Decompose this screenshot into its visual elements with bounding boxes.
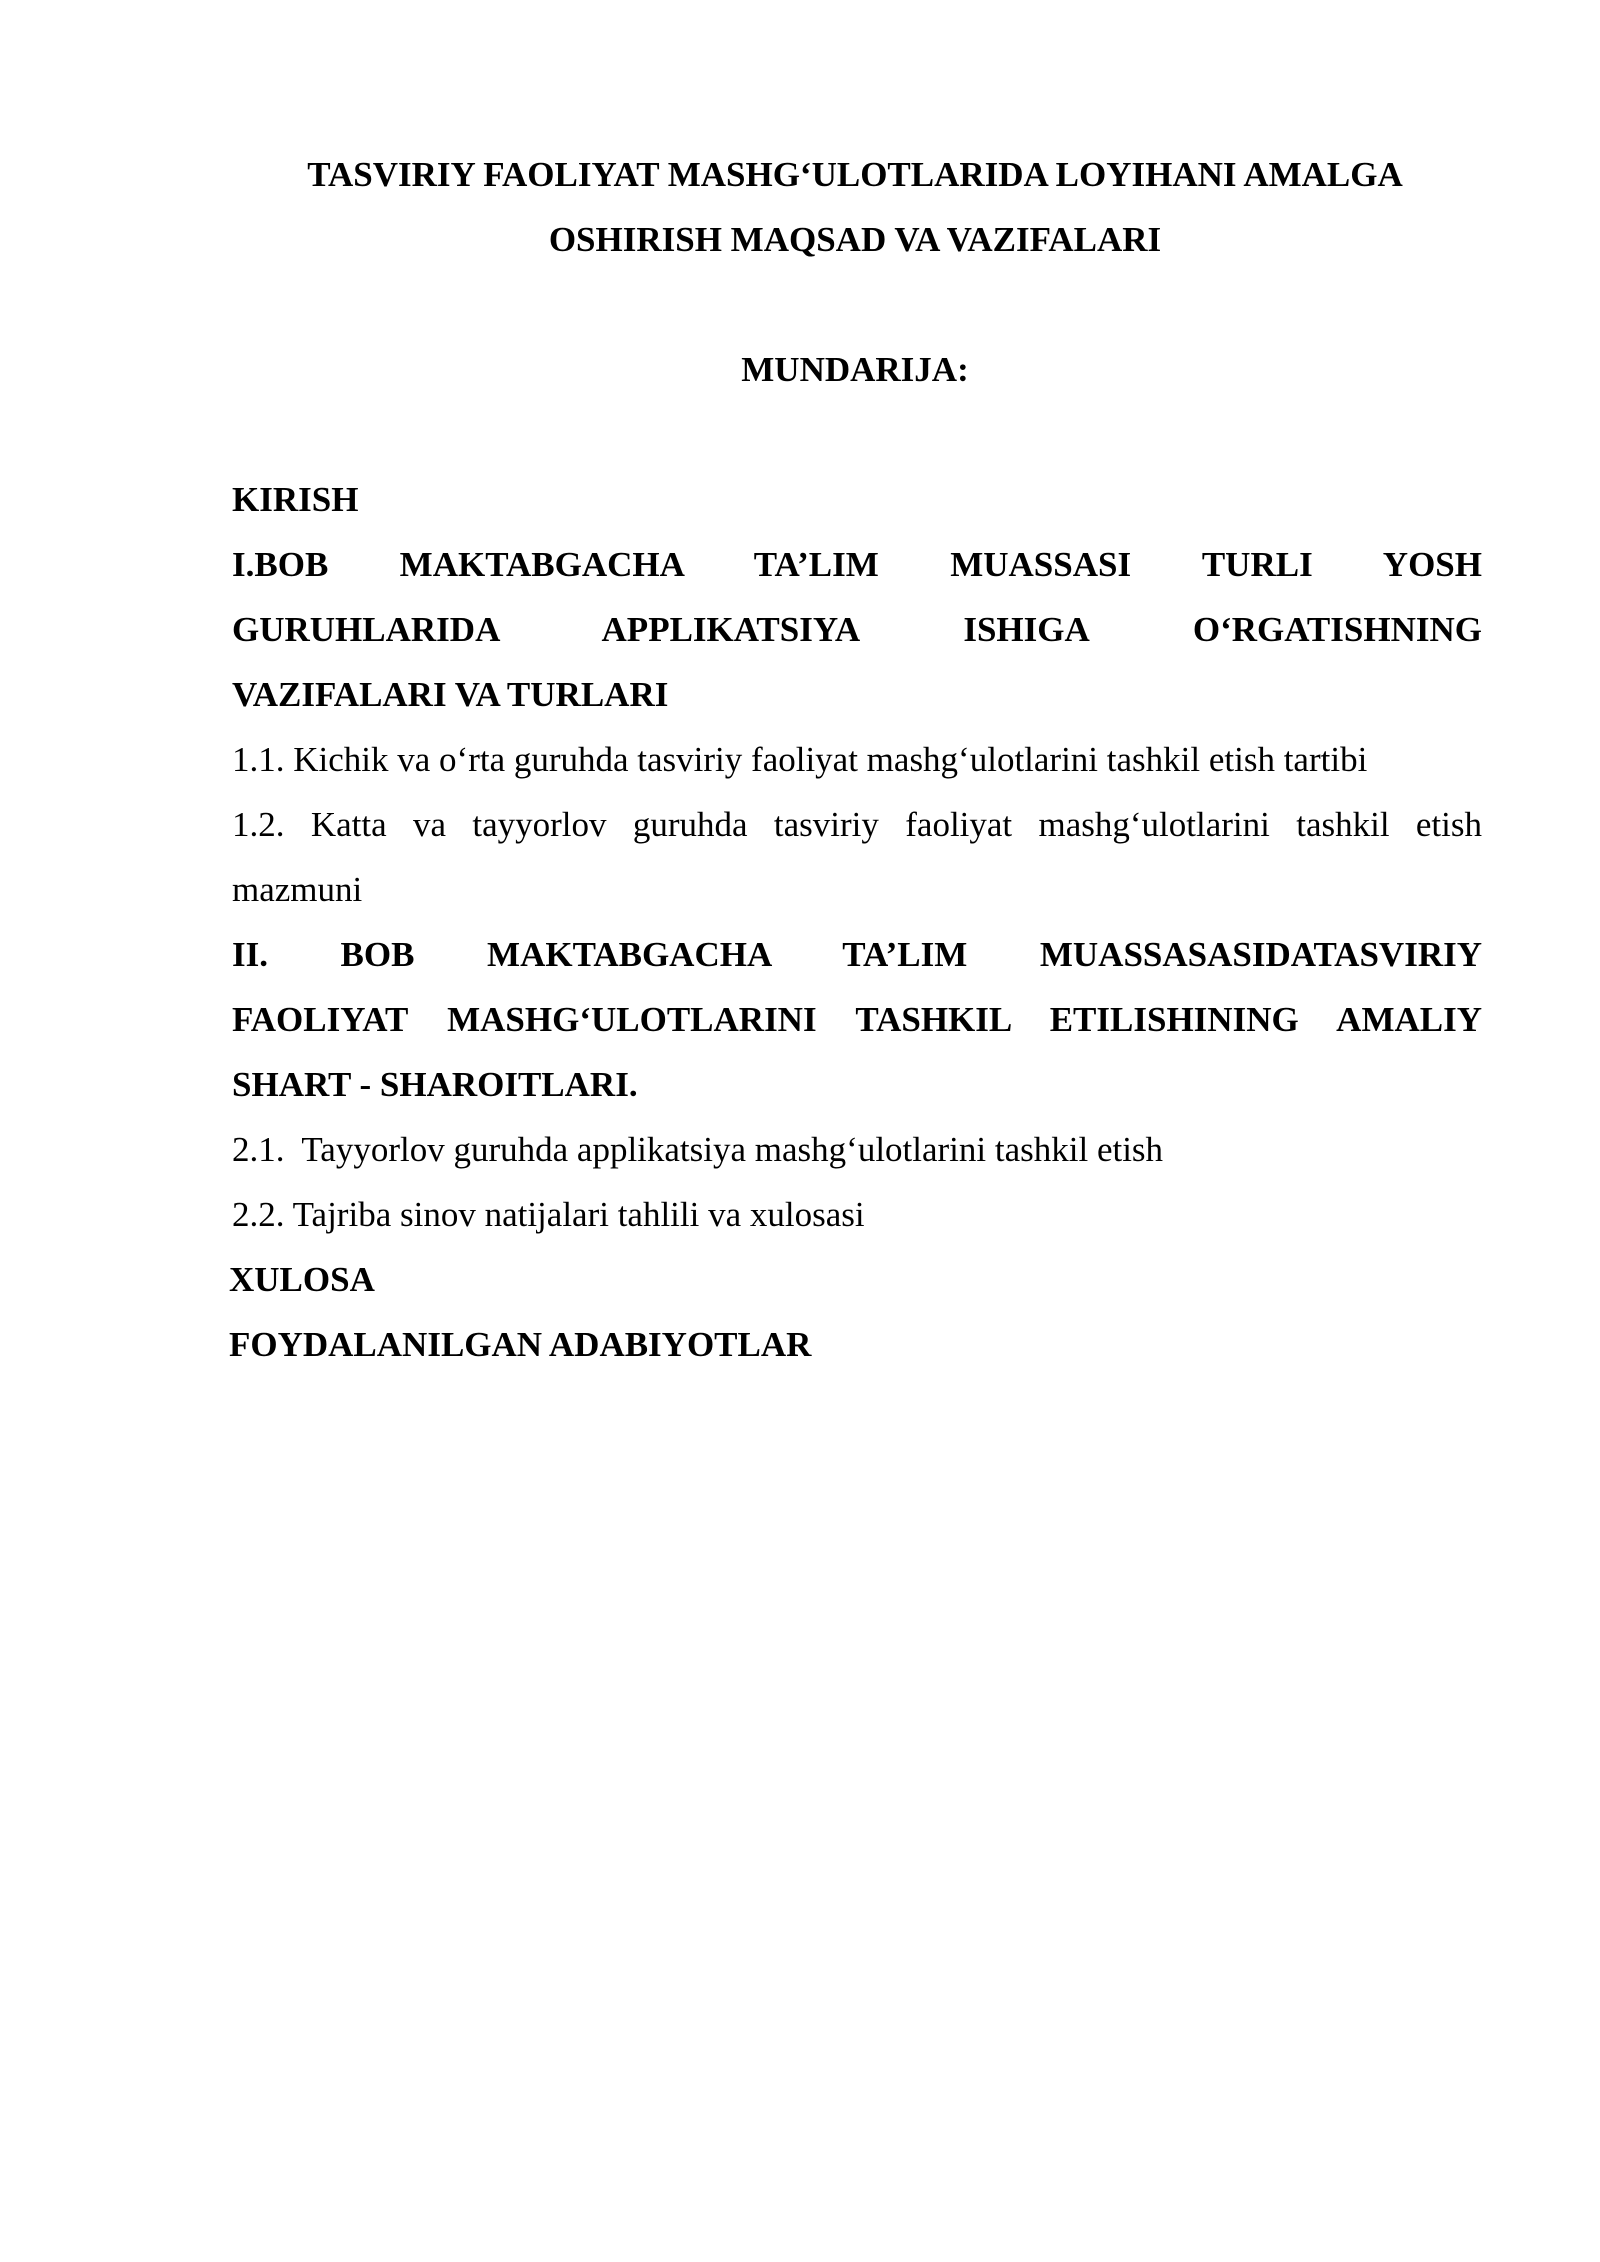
toc-section-2-2: 2.2. Tajriba sinov natijalari tahlili va xulosasi	[232, 1195, 865, 1234]
toc-section-1-1: 1.1. Kichik va o‘rta guruhda tasviriy faoliyat mashg‘ulotlarini tashkil etish tartibi	[232, 740, 1368, 779]
table-of-contents	[229, 467, 1482, 1377]
toc-item-intro: KIRISH	[232, 480, 359, 519]
toc-item-references: FOYDALANILGAN ADABIYOTLAR	[229, 1325, 812, 1364]
toc-chapter-2-line-3: SHART - SHAROITLARI.	[232, 1065, 638, 1104]
toc-chapter-1-line-1: I.BOB MAKTABGACHA TA’LIM MUASSASI TURLI YOSH	[232, 545, 1482, 584]
document-title-line-1: TASVIRIY FAOLIYAT MASHG‘ULOTLARIDA LOYIHANI AMALGA	[307, 155, 1403, 194]
document-title-line-2: OSHIRISH MAQSAD VA VAZIFALARI	[548, 220, 1162, 259]
toc-chapter-1-line-2: GURUHLARIDA APPLIKATSIYA ISHIGA O‘RGATISHNING	[232, 610, 1482, 649]
toc-heading: MUNDARIJA:	[741, 350, 969, 389]
toc-section-1-2-line-2: mazmuni	[232, 870, 363, 909]
toc-section-2-1: 2.1. Tayyorlov guruhda applikatsiya mashg‘ulotlarini tashkil etish	[232, 1130, 1164, 1169]
toc-item-conclusion: XULOSA	[229, 1260, 375, 1299]
toc-section-1-2-line-1: 1.2. Katta va tayyorlov guruhda tasviriy faoliyat mashg‘ulotlarini tashkil etish	[232, 805, 1482, 844]
document-title	[230, 142, 1480, 272]
toc-chapter-1-line-3: VAZIFALARI VA TURLARI	[232, 675, 669, 714]
toc-chapter-2-line-2: FAOLIYAT MASHG‘ULOTLARINI TASHKIL ETILISHINING AMALIY	[232, 1000, 1482, 1039]
toc-chapter-2-line-1: II. BOB MAKTABGACHA TA’LIM MUASSASASIDATASVIRIY	[232, 935, 1482, 974]
